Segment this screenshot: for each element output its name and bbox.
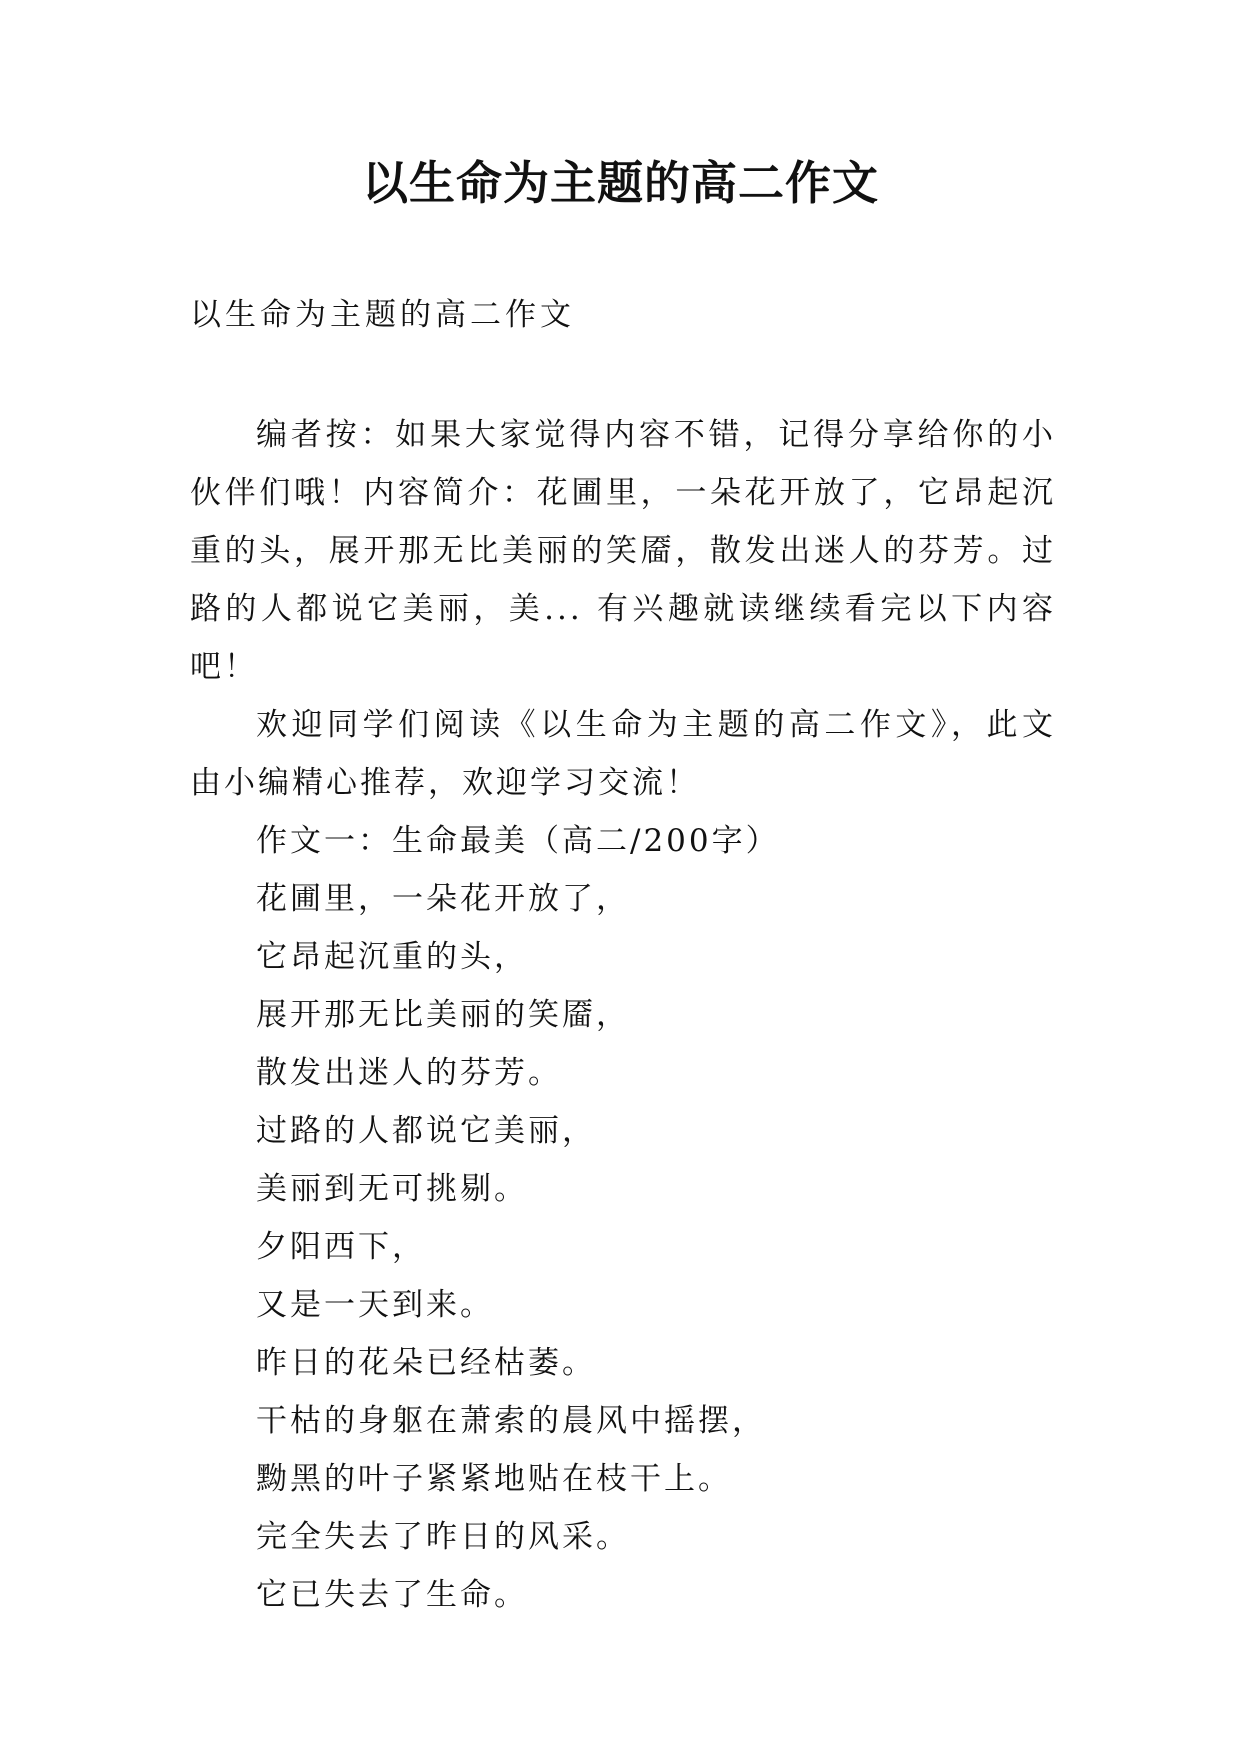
poem-line: 它昂起沉重的头， [256,939,528,975]
welcome-paragraph: 欢迎同学们阅读《以生命为主题的高二作文》，此文由小编精心推荐，欢迎学习交流！ [190,707,1056,801]
poem-line: 昨日的花朵已经枯萎。 [256,1345,596,1381]
poem-line: 它已失去了生命。 [256,1577,528,1613]
poem-line: 黝黑的叶子紧紧地贴在枝干上。 [256,1461,732,1497]
editor-note-paragraph: 编者按：如果大家觉得内容不错，记得分享给你的小伙伴们哦！内容简介：花圃里，一朵花开放了，它昂起沉重的头，展开那无比美丽的笑靥，散发出迷人的芬芳。过路的人都说它美丽，美... 有兴趣就读继续看完以下内容吧！ [190,417,1056,685]
document-title: 以生命为主题的高二作文 [362,156,879,210]
poem-line: 展开那无比美丽的笑靥， [256,997,630,1033]
document-body [190,406,1056,1624]
poem-line: 花圃里，一朵花开放了， [256,881,630,917]
poem-line: 又是一天到来。 [256,1287,494,1323]
document-subtitle: 以生命为主题的高二作文 [190,297,575,333]
poem-line: 完全失去了昨日的风采。 [256,1519,630,1555]
poem-line: 美丽到无可挑剔。 [256,1171,528,1207]
essay-heading: 作文一：生命最美（高二/200字） [256,823,780,859]
poem-line: 过路的人都说它美丽， [256,1113,596,1149]
poem-line: 散发出迷人的芬芳。 [256,1055,562,1091]
poem-line: 夕阳西下， [256,1229,426,1265]
poem-line: 干枯的身躯在萧索的晨风中摇摆， [256,1403,766,1439]
